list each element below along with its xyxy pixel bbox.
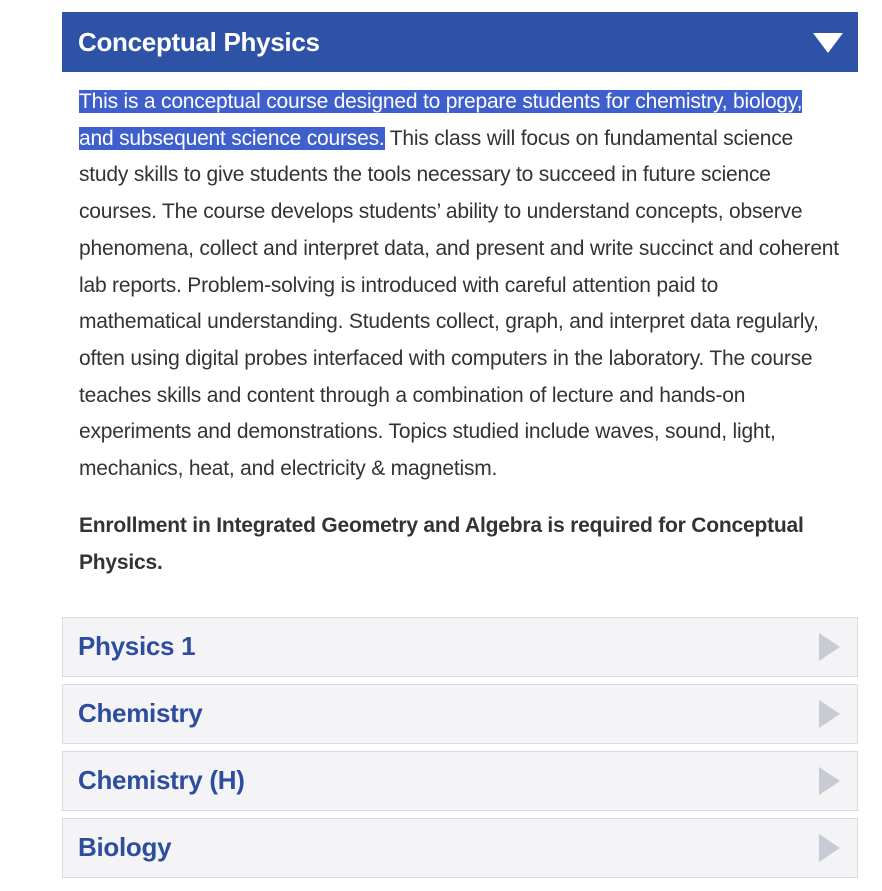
triangle-right-icon[interactable] bbox=[819, 767, 840, 795]
description-text: This class will focus on fundamental science study skills to give students the tools necessary to succeed in future science courses. The course develops students’ ability to understand concepts, observe phenomena, collect and interpret data, and present and write succinct and coherent lab reports. Problem-solving is introduced with careful attention paid to mathematical understanding. Students collect, graph, and interpret data regularly, often using digital probes interfaced with computers in the laboratory. The course teaches skills and content through a combination of lecture and hands-on experiments and demonstrations. Topics studied include waves, sound, light, mechanics, heat, and electricity & magnetism. bbox=[79, 126, 839, 481]
course-description bbox=[79, 84, 842, 488]
triangle-right-icon[interactable] bbox=[819, 700, 840, 728]
accordion-title: Biology bbox=[78, 832, 172, 863]
accordion-title: Chemistry bbox=[78, 698, 203, 729]
accordion-header-chemistry-h[interactable] bbox=[62, 751, 858, 811]
accordion-title: Conceptual Physics bbox=[78, 26, 320, 57]
accordion-body bbox=[62, 72, 858, 603]
accordion-header-conceptual-physics[interactable] bbox=[62, 12, 858, 72]
accordion-title: Physics 1 bbox=[78, 631, 196, 662]
triangle-right-icon[interactable] bbox=[819, 633, 840, 661]
course-accordion bbox=[62, 12, 858, 885]
selected-text: This is a conceptual course designed to prepare students for chemistry, biology, and subsequent science courses. bbox=[79, 90, 803, 150]
accordion-header-chemistry[interactable] bbox=[62, 684, 858, 744]
triangle-right-icon[interactable] bbox=[819, 834, 840, 862]
accordion-title: Chemistry (H) bbox=[78, 765, 245, 796]
accordion-panel-conceptual-physics bbox=[62, 12, 858, 603]
triangle-down-icon[interactable] bbox=[813, 33, 843, 53]
accordion-header-biology[interactable] bbox=[62, 818, 858, 878]
collapsed-list bbox=[62, 617, 858, 878]
accordion-header-physics-1[interactable] bbox=[62, 617, 858, 677]
prerequisite-note: Enrollment in Integrated Geometry and Algebra is required for Conceptual Physics. bbox=[79, 513, 804, 574]
